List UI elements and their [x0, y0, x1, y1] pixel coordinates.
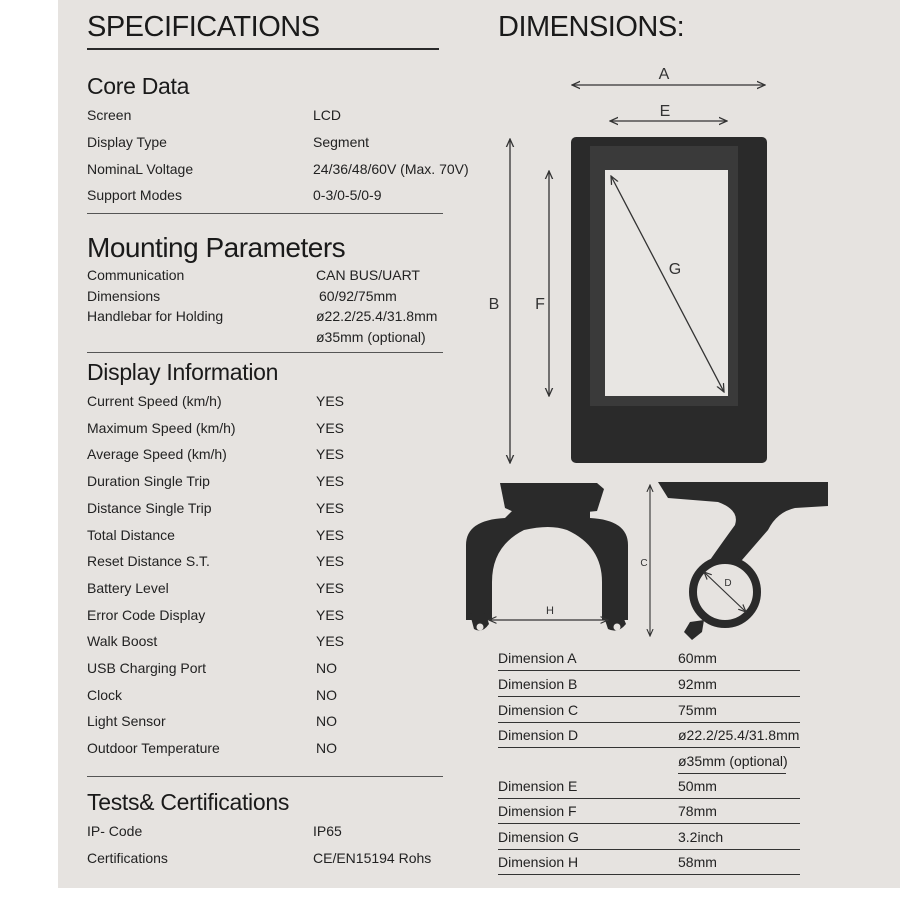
dimension-value: 58mm — [678, 854, 717, 870]
display-info-value: YES — [316, 633, 345, 649]
spec-label: NominaL Voltage — [87, 161, 194, 177]
core-data-heading: Core Data — [87, 73, 190, 99]
dimension-row-e — [498, 778, 800, 799]
dimension-name: Dimension G — [498, 829, 579, 845]
dimension-name: Dimension D — [498, 727, 579, 743]
display-info-value: YES — [316, 500, 345, 516]
dimension-value: 60mm — [678, 650, 717, 666]
spec-label: Certifications — [87, 850, 168, 866]
dimension-row-a — [498, 650, 800, 671]
dimension-value: ø22.2/25.4/31.8mm — [678, 727, 800, 743]
side-mount-bracket — [640, 482, 828, 640]
dimension-value: 92mm — [678, 676, 717, 692]
display-info-value: NO — [316, 687, 337, 703]
dimension-row-b — [498, 676, 800, 697]
dim-c-label: C — [640, 558, 648, 569]
display-info-label: Reset Distance S.T. — [87, 553, 210, 569]
dimension-name: Dimension C — [498, 702, 579, 718]
dimension-value: 50mm — [678, 778, 717, 794]
dim-h-label: H — [546, 605, 554, 617]
display-info-value: YES — [316, 553, 345, 569]
display-info-value: YES — [316, 527, 345, 543]
display-info-label: Outdoor Temperature — [87, 740, 220, 756]
display-info-label: Current Speed (km/h) — [87, 393, 222, 409]
display-info-value: YES — [316, 420, 345, 436]
spec-value: 24/36/48/60V (Max. 70V) — [313, 161, 469, 177]
display-info-value: YES — [316, 473, 345, 489]
dimension-name: Dimension E — [498, 778, 578, 794]
spec-value: LCD — [313, 107, 342, 123]
dimension-name: Dimension B — [498, 676, 578, 692]
dim-e-label: E — [659, 103, 671, 120]
display-info-label: Total Distance — [87, 527, 175, 543]
dimension-row-f — [498, 803, 800, 824]
spec-label: Support Modes — [87, 187, 182, 203]
display-info-value: YES — [316, 446, 345, 462]
display-info-label: Error Code Display — [87, 607, 206, 623]
display-info-value: NO — [316, 660, 337, 676]
tests-certifications-heading: Tests& Certifications — [87, 789, 290, 815]
display-information-heading: Display Information — [87, 359, 279, 385]
dimension-row-c — [498, 702, 800, 723]
spec-value-extra: ø35mm (optional) — [316, 329, 426, 345]
display-info-label: Light Sensor — [87, 713, 166, 729]
display-info-label: Duration Single Trip — [87, 473, 210, 489]
dim-a-label: A — [658, 66, 670, 83]
dimension-value: 75mm — [678, 702, 717, 718]
display-info-label: Battery Level — [87, 580, 169, 596]
spec-value: Segment — [313, 134, 370, 150]
display-info-label: USB Charging Port — [87, 660, 207, 676]
spec-label: Communication — [87, 267, 185, 283]
dimension-row-h — [498, 854, 800, 875]
spec-value: 60/92/75mm — [319, 288, 397, 304]
spec-value: CE/EN15194 Rohs — [313, 850, 432, 866]
dimension-value: 78mm — [678, 803, 717, 819]
dimensions-title: DIMENSIONS: — [498, 11, 685, 43]
spec-label: Dimensions — [87, 288, 161, 304]
dim-g-label: G — [668, 261, 682, 278]
specifications-title: SPECIFICATIONS — [87, 11, 320, 43]
display-info-value: YES — [316, 607, 345, 623]
spec-value: IP65 — [313, 823, 342, 839]
dimension-name: Dimension H — [498, 854, 579, 870]
display-info-value: YES — [316, 393, 345, 409]
mounting-parameters-heading: Mounting Parameters — [87, 232, 346, 263]
spec-value: ø22.2/25.4/31.8mm — [316, 308, 438, 324]
spec-label: IP- Code — [87, 823, 143, 839]
display-info-value: NO — [316, 713, 337, 729]
display-info-label: Average Speed (km/h) — [87, 446, 227, 462]
dimension-name: Dimension F — [498, 803, 577, 819]
dimension-d-extra — [678, 753, 786, 774]
spec-value: 0-3/0-5/0-9 — [313, 187, 382, 203]
dim-f-label: F — [535, 296, 545, 313]
display-info-value: YES — [316, 580, 345, 596]
dimension-row-g — [498, 829, 800, 850]
display-info-value: NO — [316, 740, 337, 756]
dimension-row-d — [498, 727, 800, 748]
display-info-label: Distance Single Trip — [87, 500, 212, 516]
dimension-name: Dimension A — [498, 650, 577, 666]
display-info-label: Walk Boost — [87, 633, 158, 649]
dim-b-label: B — [488, 296, 500, 313]
front-mount-bracket — [466, 483, 628, 631]
dim-d-label: D — [724, 578, 732, 589]
display-info-label: Maximum Speed (km/h) — [87, 420, 236, 436]
spec-label: Handlebar for Holding — [87, 308, 224, 324]
dimension-value: 3.2inch — [678, 829, 724, 845]
display-info-label: Clock — [87, 687, 123, 703]
spec-value: CAN BUS/UART — [316, 267, 420, 283]
spec-label: Screen — [87, 107, 132, 123]
spec-label: Display Type — [87, 134, 167, 150]
dimension-value-extra: ø35mm (optional) — [678, 753, 788, 769]
